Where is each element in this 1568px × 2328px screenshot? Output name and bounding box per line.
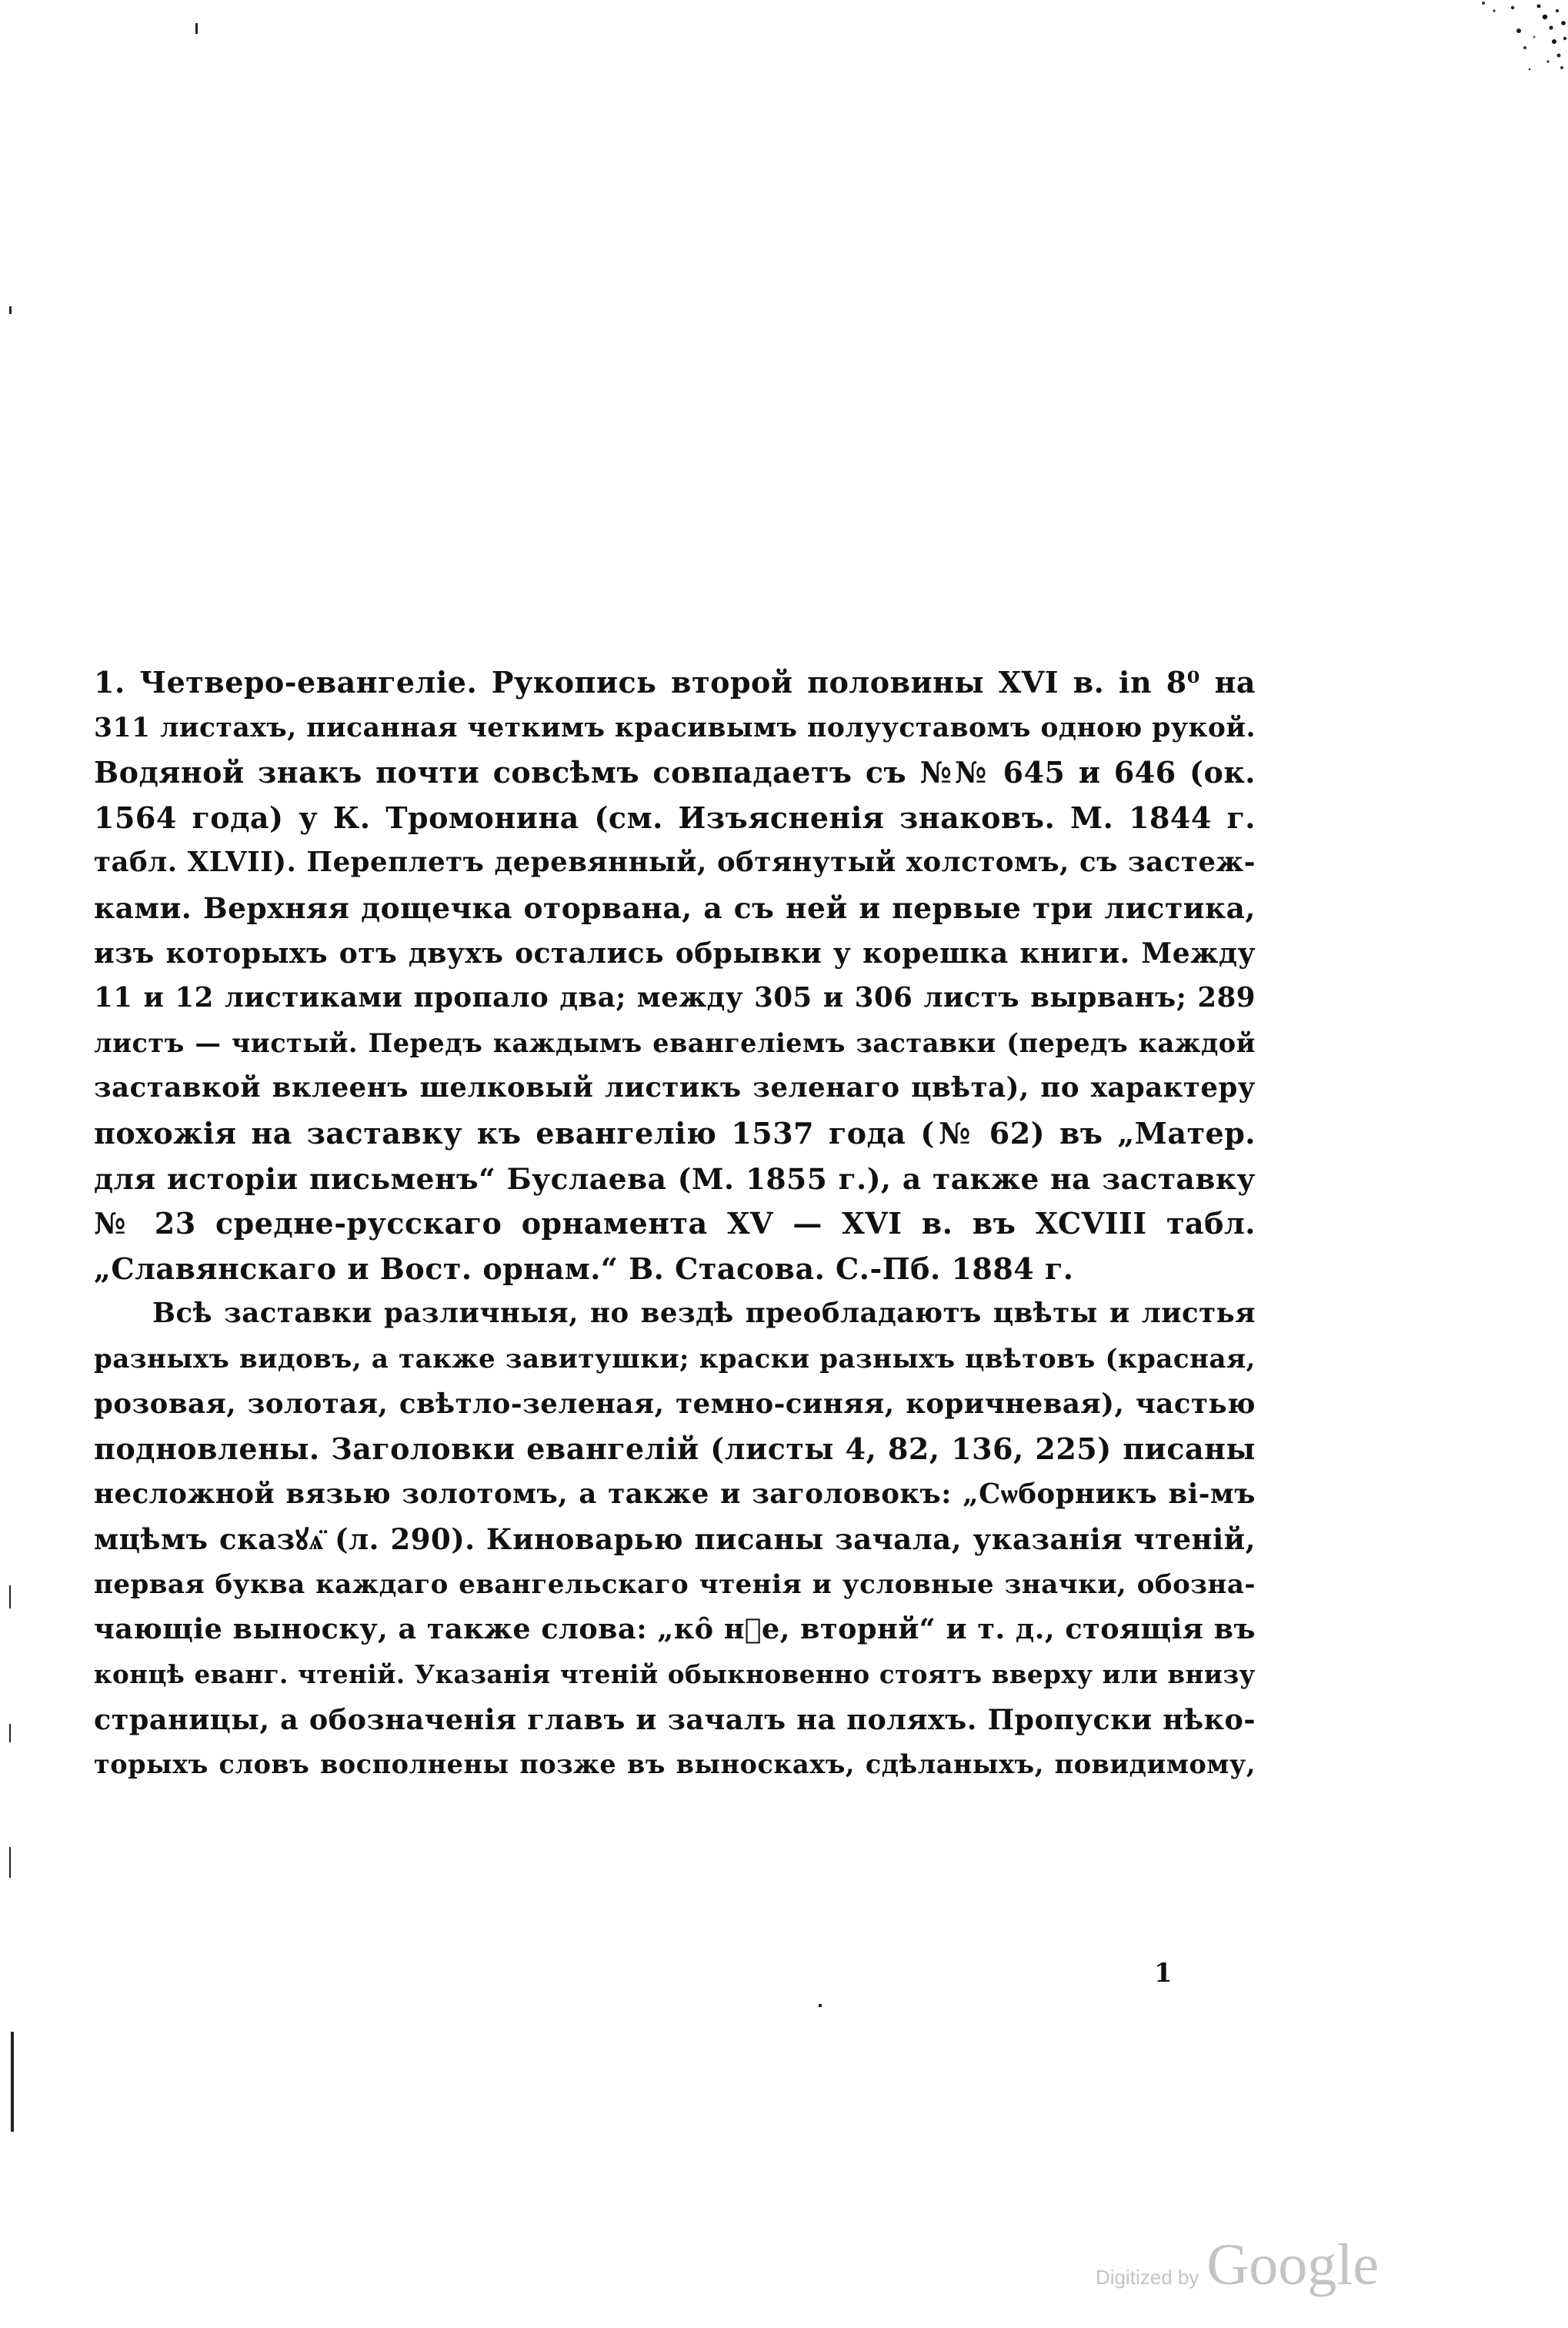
paragraph-2 [94, 1291, 1256, 1788]
text-line: для исторіи письменъ“ Буслаева (М. 1855 г.), а также на заставку [94, 1161, 1256, 1196]
text-line: изъ которыхъ отъ двухъ остались обрывки у корешка книги. Между [94, 937, 1256, 970]
body-text [94, 660, 1256, 1788]
scan-speck [819, 2004, 822, 2007]
text-line: заставкой вклеенъ шелковый листикъ зеленаго цвѣта), по характеру [94, 1072, 1256, 1104]
scan-speck [9, 1847, 11, 1878]
paragraph-1 [94, 660, 1256, 1291]
watermark-brand: Google [1206, 2233, 1380, 2297]
text-line: розовая, золотая, свѣтло-зеленая, темно-синяя, коричневая), частью [94, 1388, 1256, 1420]
text-line: чающіе выноску, а также слова: „ко̑ нⷮе, вторнй“ и т. д., стоящія въ [94, 1612, 1256, 1646]
text-line: листъ — чистый. Передъ каждымъ евангеліемъ заставки (передъ каждой [94, 1027, 1256, 1058]
text-line: табл. XLVII). Переплетъ деревянный, обтянутый холстомъ, съ застеж- [94, 847, 1256, 879]
watermark-prefix: Digitized by [1096, 2266, 1199, 2289]
text-line: мцѣмъ сказꙋѧ̈ (л. 290). Киноварью писаны зачала, указанія чтеній, [94, 1522, 1256, 1557]
text-line: торыхъ словъ восполнены позже въ выноскахъ, сдѣланыхъ, повидимому, [94, 1749, 1256, 1780]
text-line: 11 и 12 листиками пропало два; между 305 и 306 листъ вырванъ; 289 [94, 982, 1256, 1014]
text-line: „Славянскаго и Вост. орнам.“ В. Стасова. С.-Пб. 1884 г. [94, 1251, 1074, 1286]
text-line: несложной вязью золотомъ, а также и заголовокъ: „Сѡборникъ ві-мъ [94, 1478, 1256, 1510]
text-line: 1. Четверо-евангеліе. Рукопись второй половины XVI в. in 8⁰ на [94, 665, 1256, 700]
text-line: разныхъ видовъ, а также завитушки; краски разныхъ цвѣтовъ (красная, [94, 1343, 1256, 1374]
text-line: первая буква каждаго евангельскаго чтенія и условные значки, обозна- [94, 1568, 1256, 1600]
text-line: ками. Верхняя дощечка оторвана, а съ ней и первые три листика, [94, 890, 1256, 925]
scan-speck [9, 1724, 11, 1742]
text-line: № 23 средне-русскаго орнамента XV — XVI в. въ XCVIII табл. [94, 1206, 1256, 1241]
scan-speck [195, 23, 198, 34]
text-line: Всѣ заставки различныя, но вездѣ преобладаютъ цвѣты и листья [152, 1298, 1256, 1330]
scan-speck [11, 2032, 14, 2132]
scan-speck [9, 306, 12, 314]
page-number: 1 [1154, 1958, 1173, 1989]
text-line: подновлены. Заголовки евангелій (листы 4, 82, 136, 225) писаны [94, 1431, 1256, 1467]
digitization-watermark [1096, 2232, 1379, 2299]
scan-noise-corner [1439, 0, 1568, 85]
text-line: похожія на заставку къ евангелію 1537 года (№ 62) въ „Матер. [94, 1115, 1256, 1151]
text-line: концѣ еванг. чтеній. Указанія чтеній обыкновенно стоятъ вверху или внизу [94, 1659, 1256, 1690]
text-line: 1564 года) у К. Тромонина (см. Изъясненія знаковъ. М. 1844 г. [94, 800, 1256, 835]
text-line: страницы, а обозначенія главъ и зачалъ на поляхъ. Пропуски нѣко- [94, 1702, 1256, 1736]
scan-speck [9, 1585, 11, 1608]
text-line: 311 листахъ, писанная четкимъ красивымъ полууставомъ одною рукой. [94, 712, 1256, 743]
text-line: Водяной знакъ почти совсѣмъ совпадаетъ съ №№ 645 и 646 (ок. [94, 755, 1256, 790]
